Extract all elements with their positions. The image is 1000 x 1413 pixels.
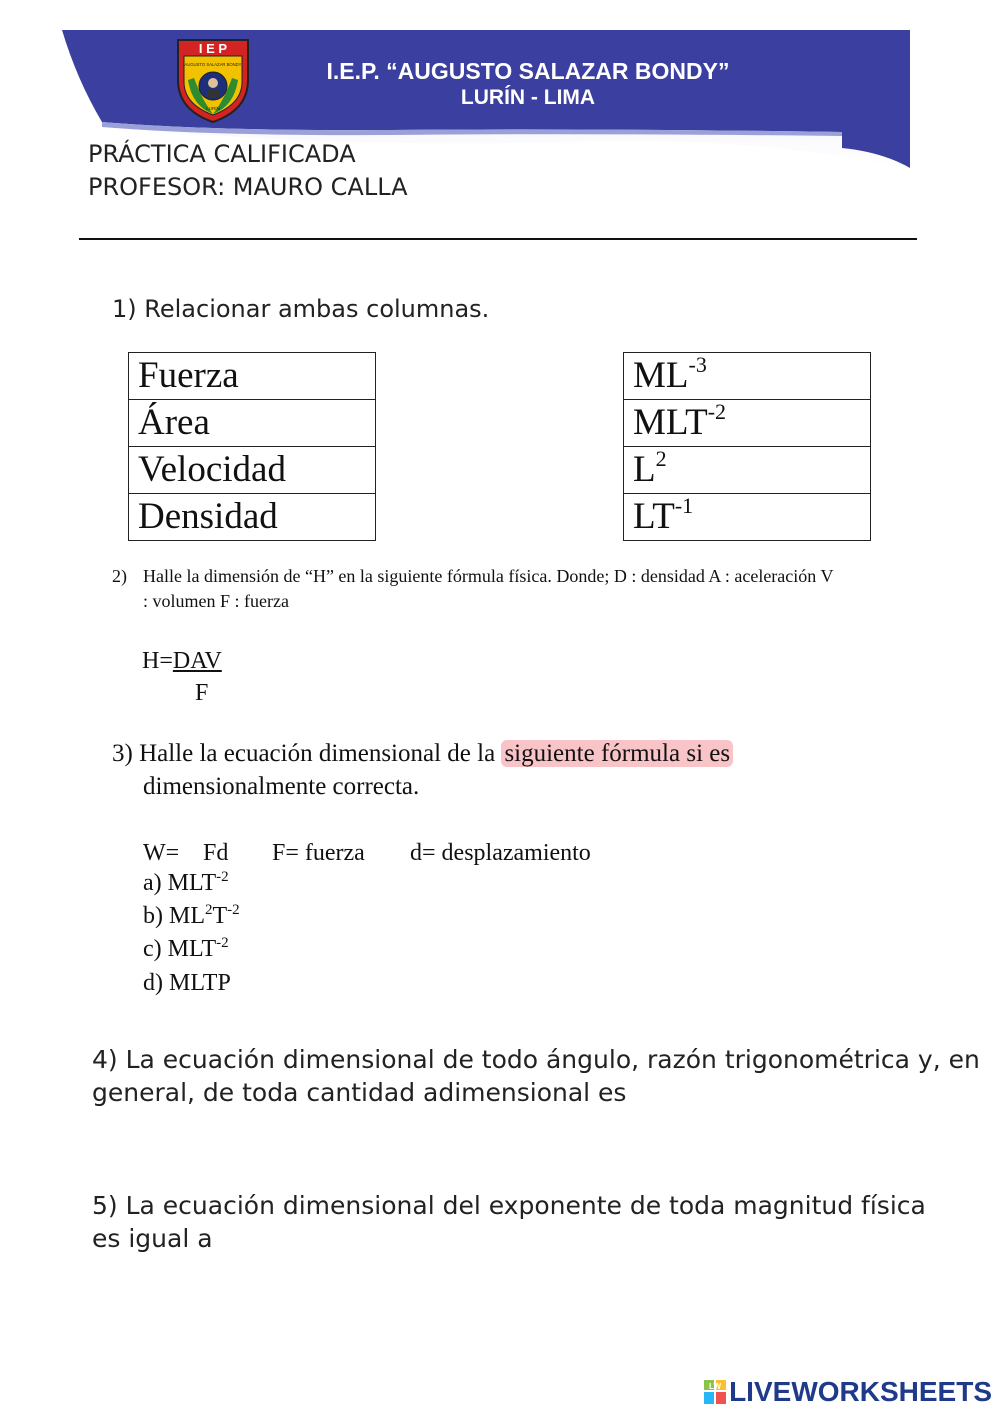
table-row bbox=[129, 353, 376, 400]
option-text: d) MLTP bbox=[143, 970, 231, 996]
header-divider bbox=[79, 238, 917, 240]
document-title: PRÁCTICA CALIFICADA bbox=[88, 140, 356, 168]
q2-number: 2) bbox=[112, 566, 127, 586]
dimension-exponent: -2 bbox=[707, 399, 727, 424]
option-exponent: -2 bbox=[216, 935, 229, 951]
magnitude-cell: Densidad bbox=[129, 494, 376, 541]
school-location: LURÍN - LIMA bbox=[460, 86, 596, 109]
school-crest-logo bbox=[172, 34, 254, 124]
dimension-cell bbox=[624, 447, 871, 494]
table-row bbox=[624, 353, 871, 400]
table-row bbox=[624, 447, 871, 494]
magnitude-cell: Área bbox=[129, 400, 376, 447]
logo-letters: LW bbox=[709, 1382, 722, 1391]
crest-letters: I E P bbox=[198, 41, 228, 56]
option-exponent: -2 bbox=[227, 902, 240, 918]
q3-highlighted-text: siguiente fórmula si es bbox=[501, 740, 733, 767]
crest-motto: AUGUSTO SALAZAR BONDY bbox=[184, 62, 242, 67]
q4-statement-line1: 4) La ecuación dimensional de todo ángulo, razón trigonométrica y, en bbox=[92, 1045, 980, 1074]
dimension-exponent: -3 bbox=[688, 352, 707, 377]
q3-option-d[interactable] bbox=[143, 970, 231, 997]
dimension-base: MLT bbox=[633, 402, 708, 443]
dimension-cell bbox=[624, 353, 871, 400]
q5-statement-line1: 5) La ecuación dimensional del exponente de toda magnitud física bbox=[92, 1191, 926, 1220]
dimension-base: LT bbox=[633, 496, 675, 537]
q2-formula bbox=[142, 648, 222, 675]
q3-formula-rhs: Fd bbox=[203, 840, 229, 866]
option-text: b) ML bbox=[143, 903, 205, 929]
q1-left-column-table bbox=[128, 352, 376, 541]
q2-statement-line1: Halle la dimensión de “H” en la siguiente fórmula física. Donde; D : densidad A : aceleración V bbox=[143, 566, 834, 586]
dimension-base: ML bbox=[633, 355, 689, 396]
formula-numerator: DAV bbox=[172, 648, 222, 674]
option-text: a) MLT bbox=[143, 870, 217, 896]
formula-denominator: F bbox=[195, 680, 209, 706]
dimension-exponent: -1 bbox=[674, 493, 694, 518]
table-row bbox=[129, 447, 376, 494]
q3-statement-line2: dimensionalmente correcta. bbox=[143, 773, 420, 800]
option-exponent: 2 bbox=[205, 902, 213, 918]
magnitude-cell: Velocidad bbox=[129, 447, 376, 494]
q3-statement-pre: 3) Halle la ecuación dimensional de la bbox=[112, 740, 502, 767]
option-text: c) MLT bbox=[143, 936, 217, 962]
magnitude-cell: Fuerza bbox=[129, 353, 376, 400]
q1-prompt: 1) Relacionar ambas columnas. bbox=[112, 295, 490, 323]
liveworksheets-brand[interactable] bbox=[704, 1376, 992, 1408]
formula-lhs: H= bbox=[142, 648, 173, 674]
q1-right-column-table bbox=[623, 352, 871, 541]
option-text: T bbox=[212, 903, 228, 929]
table-row bbox=[129, 494, 376, 541]
q3-option-b[interactable] bbox=[143, 903, 240, 930]
q3-option-a[interactable] bbox=[143, 870, 229, 897]
dimension-cell bbox=[624, 400, 871, 447]
q3-definition-force: F= fuerza bbox=[272, 840, 365, 866]
q3-definition-displacement: d= desplazamiento bbox=[410, 840, 591, 866]
option-exponent: -2 bbox=[216, 869, 229, 885]
q2-statement-line2: : volumen F : fuerza bbox=[143, 591, 289, 611]
liveworksheets-logo-icon bbox=[704, 1380, 726, 1404]
q3-formula-w: W= bbox=[143, 840, 180, 866]
q3-option-c[interactable] bbox=[143, 936, 229, 963]
teacher-name: PROFESOR: MAURO CALLA bbox=[88, 173, 408, 201]
dimension-base: L bbox=[633, 449, 656, 490]
dimension-exponent: 2 bbox=[655, 446, 667, 471]
dimension-cell bbox=[624, 494, 871, 541]
school-name: I.E.P. “AUGUSTO SALAZAR BONDY” bbox=[326, 58, 730, 84]
q5-statement-line2: es igual a bbox=[92, 1224, 213, 1253]
brand-name: LIVEWORKSHEETS bbox=[729, 1376, 992, 1407]
q3-statement-line1 bbox=[112, 740, 733, 768]
crest-place: LURÍN bbox=[206, 106, 220, 111]
table-row bbox=[624, 400, 871, 447]
table-row bbox=[624, 494, 871, 541]
table-row bbox=[129, 400, 376, 447]
q4-statement-line2: general, de toda cantidad adimensional es bbox=[92, 1078, 627, 1107]
